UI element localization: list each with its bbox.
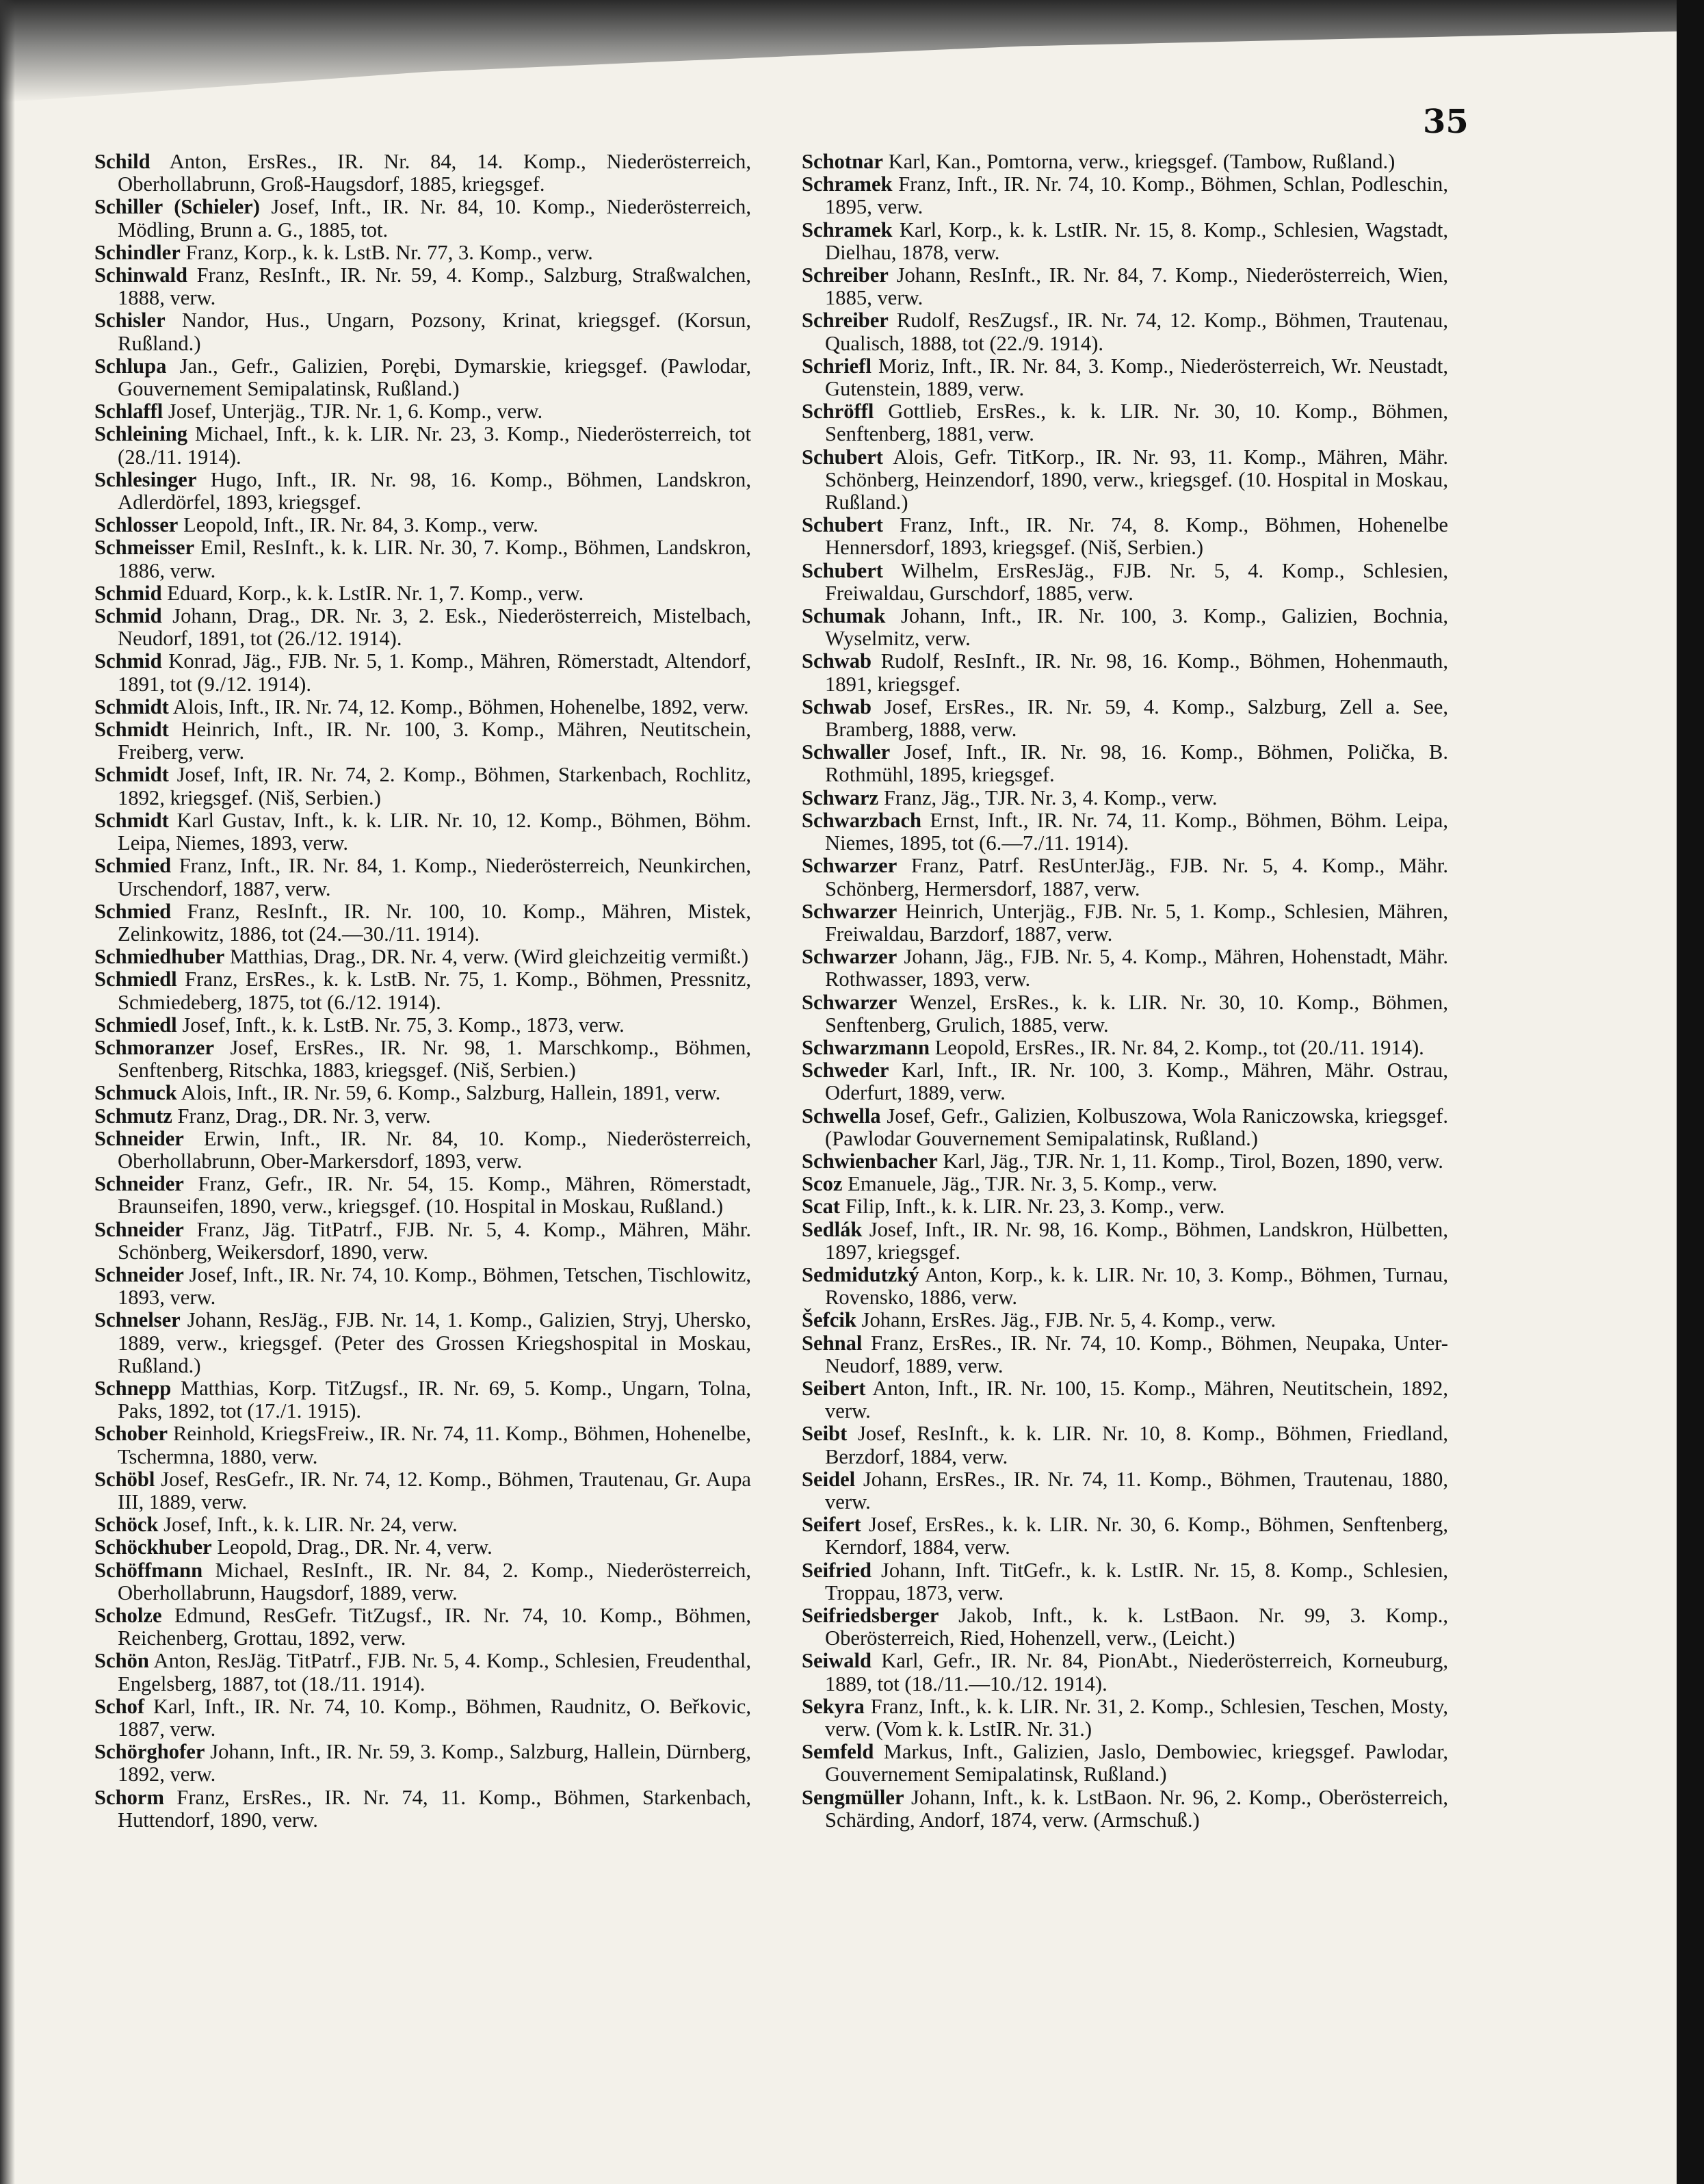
entry-details: Eduard, Korp., k. k. LstIR. Nr. 1, 7. Komp., verw. <box>161 581 584 605</box>
entry-details: Johann, Drag., DR. Nr. 3, 2. Esk., Niederösterreich, Mistelbach, Neudorf, 1891, tot (26./12. 1914). <box>118 604 751 651</box>
list-item <box>94 309 751 354</box>
entry-details: Franz, Korp., k. k. LstB. Nr. 77, 3. Komp., verw. <box>180 240 593 264</box>
list-item <box>802 696 1448 741</box>
entry-surname: Schmiedl <box>94 1013 177 1037</box>
entry-details: Johann, Jäg., FJB. Nr. 5, 4. Komp., Mähren, Hohenstadt, Mähr. Rothwasser, 1893, verw. <box>825 945 1448 991</box>
entry-details: Matthias, Drag., DR. Nr. 4, verw. (Wird gleichzeitig vermißt.) <box>224 945 749 969</box>
list-item <box>802 1173 1448 1195</box>
entry-details: Franz, Inft., IR. Nr. 74, 10. Komp., Böhmen, Schlan, Podleschin, 1895, verw. <box>825 172 1448 219</box>
entry-surname: Semfeld <box>802 1740 874 1764</box>
list-item <box>802 1219 1448 1264</box>
entry-details: Josef, Inft., IR. Nr. 98, 16. Komp., Böhmen, Polička, B. Rothmühl, 1895, kriegsgef. <box>825 740 1448 787</box>
entry-details: Jakob, Inft., k. k. LstBaon. Nr. 99, 3. Komp., Oberösterreich, Ried, Hohenzell, verw., (Leicht.) <box>825 1604 1448 1650</box>
entry-surname: Schön <box>94 1649 149 1673</box>
entry-details: Johann, Inft., IR. Nr. 100, 3. Komp., Galizien, Bochnia, Wyselmitz, verw. <box>825 604 1448 651</box>
list-item <box>94 946 751 968</box>
entry-details: Erwin, Inft., IR. Nr. 84, 10. Komp., Niederösterreich, Oberhollabrunn, Ober-Markersdorf, 1893, verw. <box>118 1126 751 1173</box>
list-item <box>94 264 751 309</box>
list-item <box>802 219 1448 264</box>
entry-surname: Schmiedl <box>94 967 177 991</box>
entry-details: Alois, Inft., IR. Nr. 59, 6. Komp., Salzburg, Hallein, 1891, verw. <box>176 1081 721 1105</box>
list-item <box>94 605 751 650</box>
entry-surname: Schöbl <box>94 1467 155 1491</box>
entry-surname: Schneider <box>94 1262 184 1286</box>
list-item <box>94 1037 751 1082</box>
entry-surname: Schwarz <box>802 785 879 809</box>
list-item <box>94 1128 751 1173</box>
entry-details: Anton, Inft., IR. Nr. 100, 15. Komp., Mähren, Neutitschein, 1892, verw. <box>825 1376 1448 1423</box>
list-item <box>94 1468 751 1513</box>
list-item <box>802 1741 1448 1786</box>
list-item <box>802 1105 1448 1150</box>
entry-surname: Scoz <box>802 1172 843 1196</box>
list-item <box>94 718 751 764</box>
list-item <box>94 1513 751 1536</box>
entry-details: Karl, Jäg., TJR. Nr. 1, 11. Komp., Tirol, Bozen, 1890, verw. <box>937 1149 1443 1173</box>
entry-details: Karl, Korp., k. k. LstIR. Nr. 15, 8. Komp., Schlesien, Wagstadt, Dielhau, 1878, verw. <box>825 218 1448 264</box>
list-item <box>802 1650 1448 1695</box>
entry-details: Franz, Patrf. ResUnterJäg., FJB. Nr. 5, 4. Komp., Mähr. Schönberg, Hermersdorf, 1887, verw. <box>825 854 1448 900</box>
entry-surname: Šefcik <box>802 1308 856 1332</box>
list-item <box>94 582 751 605</box>
entry-surname: Schlesinger <box>94 467 197 491</box>
entry-details: Josef, Inft., k. k. LIR. Nr. 24, verw. <box>158 1513 458 1537</box>
entry-details: Josef, ResGefr., IR. Nr. 74, 12. Komp., Böhmen, Trautenau, Gr. Aupa III, 1889, verw. <box>118 1467 751 1513</box>
entry-surname: Schneider <box>94 1126 184 1150</box>
entry-surname: Schlosser <box>94 513 179 537</box>
entry-details: Johann, Inft. TitGefr., k. k. LstIR. Nr. 15, 8. Komp., Schlesien, Troppau, 1873, verw. <box>825 1558 1448 1604</box>
list-item <box>94 1173 751 1218</box>
entry-surname: Schmuck <box>94 1081 177 1105</box>
list-item <box>802 605 1448 650</box>
list-item <box>94 423 751 468</box>
list-item <box>802 151 1448 173</box>
entry-details: Franz, Inft., k. k. LIR. Nr. 31, 2. Komp., Schlesien, Teschen, Mosty, verw. (Vom k. k. LstIR. Nr. 31.) <box>825 1694 1448 1741</box>
list-item <box>802 309 1448 354</box>
entry-surname: Seifried <box>802 1558 871 1582</box>
entry-details: Nandor, Hus., Ungarn, Pozsony, Krinat, kriegsgef. (Korsun, Rußland.) <box>118 309 751 355</box>
entry-surname: Schwarzer <box>802 945 897 969</box>
entry-details: Franz, Jäg. TitPatrf., FJB. Nr. 5, 4. Komp., Mähren, Mähr. Schönberg, Weikersdorf, 1890, verw. <box>118 1217 751 1264</box>
list-item <box>94 1604 751 1650</box>
entry-details: Karl, Kan., Pomtorna, verw., kriegsgef. (Tambow, Rußland.) <box>882 150 1395 173</box>
entry-details: Franz, ResInft., IR. Nr. 59, 4. Komp., Salzburg, Straßwalchen, 1888, verw. <box>118 263 751 310</box>
entry-details: Franz, ErsRes., IR. Nr. 74, 11. Komp., Böhmen, Starkenbach, Huttendorf, 1890, verw. <box>118 1785 751 1832</box>
list-item <box>802 787 1448 809</box>
entry-details: Karl Gustav, Inft., k. k. LIR. Nr. 10, 12. Komp., Böhmen, Böhm. Leipa, Niemes, 1893, verw. <box>118 808 751 855</box>
list-item <box>802 1264 1448 1309</box>
entry-surname: Schisler <box>94 309 166 333</box>
list-item <box>94 1377 751 1422</box>
list-item <box>802 1037 1448 1059</box>
entry-details: Josef, Gefr., Galizien, Kolbuszowa, Wola Raniczowska, kriegsgef. (Pawlodar Gouvernement Semipalatinsk, Rußland.) <box>825 1104 1448 1150</box>
entry-surname: Schwab <box>802 649 872 673</box>
entry-surname: Schmidt <box>94 694 169 718</box>
entry-details: Josef, Inft., IR. Nr. 74, 10. Komp., Böhmen, Tetschen, Tischlowitz, 1893, verw. <box>118 1262 751 1310</box>
entry-details: Anton, ErsRes., IR. Nr. 84, 14. Komp., Niederösterreich, Oberhollabrunn, Groß-Haugsdorf, 1885, kriegsgef. <box>118 150 751 196</box>
entry-details: Hugo, Inft., IR. Nr. 98, 16. Komp., Böhmen, Landskron, Adlerdörfel, 1893, kriegsgef. <box>118 467 751 515</box>
list-item <box>94 355 751 400</box>
entry-surname: Scholze <box>94 1604 162 1627</box>
right-column <box>802 151 1448 1832</box>
list-item <box>802 1195 1448 1218</box>
entry-surname: Schmid <box>94 581 162 605</box>
list-item <box>802 1422 1448 1468</box>
entry-details: Emanuele, Jäg., TJR. Nr. 3, 5. Komp., verw. <box>842 1172 1218 1196</box>
entry-details: Markus, Inft., Galizien, Jaslo, Dembowiec, kriegsgef. Pawlodar, Gouvernement Semipalatinsk, Rußland.) <box>825 1740 1448 1786</box>
entry-details: Johann, ResInft., IR. Nr. 84, 7. Komp., Niederösterreich, Wien, 1885, verw. <box>825 263 1448 310</box>
entry-surname: Schmid <box>94 649 162 673</box>
entry-surname: Schweder <box>802 1058 889 1082</box>
page-number: 35 <box>1423 103 1469 141</box>
list-item <box>94 1422 751 1468</box>
list-item <box>802 741 1448 786</box>
list-item <box>802 1059 1448 1104</box>
entry-surname: Seidel <box>802 1467 856 1491</box>
list-item <box>802 355 1448 400</box>
list-item <box>802 650 1448 695</box>
entry-surname: Sehnal <box>802 1331 863 1355</box>
entry-details: Josef, Inft., k. k. LstB. Nr. 75, 3. Komp., 1873, verw. <box>176 1013 625 1037</box>
list-item <box>802 1513 1448 1559</box>
entry-details: Matthias, Korp. TitZugsf., IR. Nr. 69, 5. Komp., Ungarn, Tolna, Paks, 1892, tot (17./1. 1915). <box>118 1376 751 1423</box>
entry-details: Franz, ErsRes., IR. Nr. 74, 10. Komp., Böhmen, Neupaka, Unter-Neudorf, 1889, verw. <box>825 1331 1448 1377</box>
entry-surname: Schmied <box>94 854 172 878</box>
list-item <box>94 1014 751 1037</box>
list-item <box>94 1309 751 1377</box>
list-item <box>802 446 1448 515</box>
list-item <box>802 514 1448 559</box>
entry-details: Alois, Gefr. TitKorp., IR. Nr. 93, 11. Komp., Mähren, Mähr. Schönberg, Heinzendorf, 1890, verw., kriegsgef. (10. Hospital in Moskau, Rußland.) <box>825 445 1448 515</box>
entry-surname: Schramek <box>802 172 893 196</box>
entry-surname: Schorm <box>94 1785 164 1809</box>
entry-details: Rudolf, ResZugsf., IR. Nr. 74, 12. Komp., Böhmen, Trautenau, Qualisch, 1888, tot (22./9. 1914). <box>825 309 1448 355</box>
list-item <box>94 900 751 946</box>
entry-surname: Seifriedsberger <box>802 1604 939 1627</box>
entry-details: Franz, ResInft., IR. Nr. 100, 10. Komp., Mähren, Mistek, Zelinkowitz, 1886, tot (24.—30./11. 1914). <box>118 899 751 946</box>
entry-surname: Schmoranzer <box>94 1035 215 1059</box>
entry-details: Wilhelm, ErsResJäg., FJB. Nr. 5, 4. Komp., Schlesien, Freiwaldau, Gurschdorf, 1885, verw. <box>825 558 1448 605</box>
entry-surname: Schober <box>94 1422 168 1446</box>
entry-details: Karl, Inft., IR. Nr. 100, 3. Komp., Mähren, Mähr. Ostrau, Oderfurt, 1889, verw. <box>825 1058 1448 1105</box>
list-item <box>94 855 751 900</box>
entry-details: Josef, Inft., IR. Nr. 84, 10. Komp., Niederösterreich, Mödling, Brunn a. G., 1885, tot. <box>118 195 751 242</box>
entry-surname: Schwarzbach <box>802 808 922 832</box>
entry-details: Johann, Inft., k. k. LstBaon. Nr. 96, 2. Komp., Oberösterreich, Schärding, Andorf, 1874, verw. (Armschuß.) <box>825 1785 1448 1832</box>
entry-surname: Schwarzmann <box>802 1035 930 1059</box>
entry-details: Josef, Inft., IR. Nr. 98, 16. Komp., Böhmen, Landskron, Hülbetten, 1897, kriegsgef. <box>825 1217 1448 1264</box>
entry-surname: Seibert <box>802 1376 866 1400</box>
list-item <box>94 196 751 241</box>
list-item <box>802 900 1448 946</box>
entry-details: Jan., Gefr., Galizien, Porębi, Dymarskie, kriegsgef. (Pawlodar, Gouvernement Semipalatinsk, Rußland.) <box>118 354 751 401</box>
list-item <box>94 1786 751 1832</box>
entry-details: Heinrich, Unterjäg., FJB. Nr. 5, 1. Komp., Schlesien, Mähren, Freiwaldau, Barzdorf, 1887, verw. <box>825 899 1448 946</box>
list-item <box>94 1219 751 1264</box>
list-item <box>94 968 751 1013</box>
entry-surname: Schwarzer <box>802 990 897 1014</box>
entry-details: Josef, ResInft., k. k. LIR. Nr. 10, 8. Komp., Böhmen, Friedland, Berzdorf, 1884, verw. <box>825 1422 1448 1468</box>
entry-details: Leopold, Inft., IR. Nr. 84, 3. Komp., verw. <box>178 513 538 537</box>
entry-details: Franz, ErsRes., k. k. LstB. Nr. 75, 1. Komp., Böhmen, Pressnitz, Schmiedeberg, 1875, tot (6./12. 1914). <box>118 967 751 1014</box>
list-item <box>802 400 1448 445</box>
entry-surname: Schiller (Schieler) <box>94 195 260 219</box>
entry-details: Alois, Inft., IR. Nr. 74, 12. Komp., Böhmen, Hohenelbe, 1892, verw. <box>168 694 749 718</box>
list-item <box>94 242 751 264</box>
entry-surname: Sedlák <box>802 1217 863 1241</box>
entry-surname: Schneider <box>94 1217 184 1241</box>
entry-details: Franz, Inft., IR. Nr. 74, 8. Komp., Böhmen, Hohenelbe Hennersdorf, 1893, kriegsgef. (Niš, Serbien.) <box>825 513 1448 560</box>
list-item <box>802 1468 1448 1513</box>
list-item <box>802 1559 1448 1604</box>
entry-surname: Schof <box>94 1694 145 1718</box>
list-item <box>802 1786 1448 1832</box>
list-item <box>802 1332 1448 1377</box>
entry-details: Josef, ErsRes., IR. Nr. 98, 1. Marschkomp., Böhmen, Senftenberg, Ritschka, 1883, kriegsgef. (Niš, Serbien.) <box>118 1035 751 1082</box>
entry-surname: Schwienbacher <box>802 1149 938 1173</box>
entry-details: Franz, Jäg., TJR. Nr. 3, 4. Komp., verw. <box>878 785 1218 809</box>
scan-shadow-left <box>0 0 15 2184</box>
entry-surname: Schlaffl <box>94 400 163 424</box>
entry-details: Rudolf, ResInft., IR. Nr. 98, 16. Komp., Böhmen, Hohenmauth, 1891, kriegsgef. <box>825 649 1448 696</box>
list-item <box>802 1604 1448 1650</box>
list-item <box>94 469 751 514</box>
list-item <box>802 560 1448 605</box>
entry-details: Michael, ResInft., IR. Nr. 84, 2. Komp., Niederösterreich, Oberhollabrunn, Haugsdorf, 1889, verw. <box>118 1558 751 1604</box>
list-item <box>802 809 1448 855</box>
entry-surname: Schmidt <box>94 808 169 832</box>
entry-surname: Schnepp <box>94 1376 172 1400</box>
entry-details: Edmund, ResGefr. TitZugsf., IR. Nr. 74, 10. Komp., Böhmen, Reichenberg, Grottau, 1892, verw. <box>118 1604 751 1650</box>
list-item <box>94 1536 751 1559</box>
entry-details: Johann, ErsRes., IR. Nr. 74, 11. Komp., Böhmen, Trautenau, 1880, verw. <box>825 1467 1448 1513</box>
entry-details: Karl, Inft., IR. Nr. 74, 10. Komp., Böhmen, Raudnitz, O. Beřkovic, 1887, verw. <box>118 1694 751 1741</box>
entry-surname: Schmutz <box>94 1104 172 1128</box>
entry-surname: Schmidt <box>94 763 169 787</box>
entry-details: Franz, Gefr., IR. Nr. 54, 15. Komp., Mähren, Römerstadt, Braunseifen, 1890, verw., kriegsgef. (10. Hospital in Moskau, Rußland.) <box>118 1172 751 1219</box>
entry-details: Anton, Korp., k. k. LIR. Nr. 10, 3. Komp., Böhmen, Turnau, Rovensko, 1886, verw. <box>825 1262 1448 1310</box>
list-item <box>802 264 1448 309</box>
entry-surname: Schubert <box>802 445 883 469</box>
list-item <box>802 1695 1448 1741</box>
entry-details: Josef, Inft, IR. Nr. 74, 2. Komp., Böhmen, Starkenbach, Rochlitz, 1892, kriegsgef. (Niš, Serbien.) <box>118 763 751 809</box>
entry-surname: Scat <box>802 1195 841 1219</box>
scan-shadow-right <box>1677 0 1704 2184</box>
entry-surname: Schinwald <box>94 263 188 287</box>
entry-surname: Schröffl <box>802 400 874 424</box>
list-item <box>802 855 1448 900</box>
entry-surname: Schriefl <box>802 354 871 378</box>
entry-surname: Schöckhuber <box>94 1535 212 1559</box>
entry-details: Josef, ErsRes., IR. Nr. 59, 4. Komp., Salzburg, Zell a. See, Bramberg, 1888, verw. <box>825 694 1448 742</box>
entry-details: Leopold, Drag., DR. Nr. 4, verw. <box>211 1535 493 1559</box>
entry-surname: Schörghofer <box>94 1740 205 1764</box>
entry-details: Ernst, Inft., IR. Nr. 74, 11. Komp., Böhmen, Böhm. Leipa, Niemes, 1895, tot (6.—7./11. 1914). <box>825 808 1448 855</box>
entry-details: Emil, ResInft., k. k. LIR. Nr. 30, 7. Komp., Böhmen, Landskron, 1886, verw. <box>118 536 751 582</box>
list-item <box>802 991 1448 1037</box>
left-column <box>94 151 751 1832</box>
entry-details: Leopold, ErsRes., IR. Nr. 84, 2. Komp., tot (20./11. 1914). <box>929 1035 1424 1059</box>
entry-surname: Schwaller <box>802 740 891 764</box>
entry-surname: Schmid <box>94 604 162 628</box>
entry-details: Gottlieb, ErsRes., k. k. LIR. Nr. 30, 10. Komp., Böhmen, Senftenberg, 1881, verw. <box>825 400 1448 446</box>
entry-surname: Schild <box>94 150 150 173</box>
entry-surname: Schwab <box>802 694 872 718</box>
list-item <box>802 1309 1448 1331</box>
entry-surname: Schleining <box>94 422 188 446</box>
entry-surname: Schöffmann <box>94 1558 203 1582</box>
entry-details: Heinrich, Inft., IR. Nr. 100, 3. Komp., Mähren, Neutitschein, Freiberg, verw. <box>118 718 751 764</box>
list-item <box>94 809 751 855</box>
entry-details: Anton, ResJäg. TitPatrf., FJB. Nr. 5, 4. Komp., Schlesien, Freudenthal, Engelsberg, 1887, tot (18./11. 1914). <box>118 1649 751 1695</box>
entry-surname: Schwarzer <box>802 899 897 923</box>
list-item <box>802 173 1448 218</box>
list-item <box>94 1105 751 1128</box>
entry-details: Moriz, Inft., IR. Nr. 84, 3. Komp., Niederösterreich, Wr. Neustadt, Gutenstein, 1889, verw. <box>825 354 1448 401</box>
entry-details: Franz, Drag., DR. Nr. 3, verw. <box>172 1104 431 1128</box>
entry-surname: Sengmüller <box>802 1785 904 1809</box>
entry-surname: Schlupa <box>94 354 167 378</box>
entry-surname: Schramek <box>802 218 893 242</box>
entry-surname: Schwella <box>802 1104 881 1128</box>
entry-surname: Schmiedhuber <box>94 945 225 969</box>
list-item <box>94 1559 751 1604</box>
entry-surname: Schreiber <box>802 309 889 333</box>
entry-surname: Schnelser <box>94 1308 181 1332</box>
list-item <box>94 1741 751 1786</box>
entry-surname: Seibt <box>802 1422 848 1446</box>
list-item <box>94 650 751 695</box>
scan-shadow-top <box>0 0 1704 103</box>
list-item <box>94 1082 751 1104</box>
list-item <box>94 536 751 582</box>
entry-details: Michael, Inft., k. k. LIR. Nr. 23, 3. Komp., Niederösterreich, tot (28./11. 1914). <box>118 422 751 469</box>
entry-details: Josef, ErsRes., k. k. LIR. Nr. 30, 6. Komp., Böhmen, Senftenberg, Kerndorf, 1884, verw. <box>825 1513 1448 1559</box>
entry-surname: Sedmidutzký <box>802 1262 919 1286</box>
list-item <box>94 764 751 809</box>
entry-surname: Schotnar <box>802 150 883 173</box>
list-item <box>802 1377 1448 1422</box>
entry-surname: Schmeisser <box>94 536 195 560</box>
list-item <box>94 1650 751 1695</box>
entry-surname: Schumak <box>802 604 886 628</box>
entry-surname: Schwarzer <box>802 854 897 878</box>
entry-surname: Schmidt <box>94 718 169 742</box>
entry-surname: Schubert <box>802 558 883 582</box>
entry-details: Filip, Inft., k. k. LIR. Nr. 23, 3. Komp., verw. <box>840 1195 1225 1219</box>
list-item <box>94 1264 751 1309</box>
entry-surname: Sekyra <box>802 1694 865 1718</box>
list-item <box>94 514 751 536</box>
entry-details: Konrad, Jäg., FJB. Nr. 5, 1. Komp., Mähren, Römerstadt, Altendorf, 1891, tot (9./12. 1914). <box>118 649 751 696</box>
entry-surname: Schindler <box>94 240 181 264</box>
list-item <box>802 1150 1448 1173</box>
list-item <box>94 696 751 718</box>
entry-surname: Seiwald <box>802 1649 871 1673</box>
list-item <box>802 946 1448 991</box>
list-item <box>94 151 751 196</box>
entry-details: Josef, Unterjäg., TJR. Nr. 1, 6. Komp., verw. <box>163 400 543 424</box>
entry-surname: Schmied <box>94 899 172 923</box>
entry-details: Karl, Gefr., IR. Nr. 84, PionAbt., Niederösterreich, Korneuburg, 1889, tot (18./11.—10./12. 1914). <box>825 1649 1448 1695</box>
entry-details: Johann, ResJäg., FJB. Nr. 14, 1. Komp., Galizien, Stryj, Uhersko, 1889, verw., kriegsgef. (Peter des Grossen Kriegshospital in Moskau, Rußland.) <box>118 1308 751 1377</box>
entry-surname: Seifert <box>802 1513 861 1537</box>
entry-surname: Schubert <box>802 513 883 537</box>
entry-details: Reinhold, KriegsFreiw., IR. Nr. 74, 11. Komp., Böhmen, Hohenelbe, Tschermna, 1880, verw. <box>118 1422 751 1468</box>
entry-details: Wenzel, ErsRes., k. k. LIR. Nr. 30, 10. Komp., Böhmen, Senftenberg, Grulich, 1885, verw. <box>825 990 1448 1037</box>
entry-details: Franz, Inft., IR. Nr. 84, 1. Komp., Niederösterreich, Neunkirchen, Urschendorf, 1887, verw. <box>118 854 751 900</box>
entry-surname: Schöck <box>94 1513 159 1537</box>
entry-details: Johann, ErsRes. Jäg., FJB. Nr. 5, 4. Komp., verw. <box>856 1308 1276 1332</box>
list-item <box>94 1695 751 1741</box>
list-item <box>94 400 751 423</box>
entry-details: Johann, Inft., IR. Nr. 59, 3. Komp., Salzburg, Hallein, Dürnberg, 1892, verw. <box>118 1740 751 1786</box>
entry-surname: Schneider <box>94 1172 184 1196</box>
entry-surname: Schreiber <box>802 263 889 287</box>
